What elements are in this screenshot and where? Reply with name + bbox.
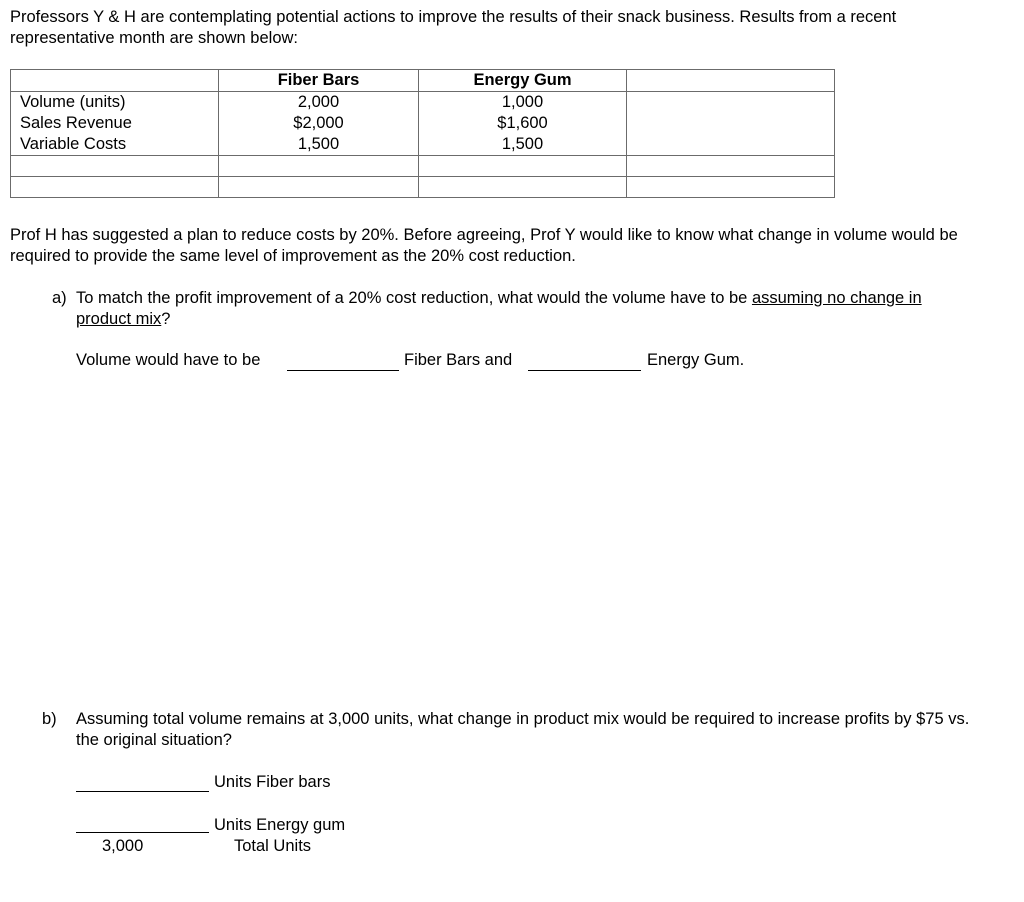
plan-paragraph: Prof H has suggested a plan to reduce costs by 20%. Before agreeing, Prof Y would like to know what change in volume would be required to provide the same level of improvement as the 20% cost reduction. bbox=[10, 226, 958, 265]
answer-a-prefix: Volume would have to be bbox=[76, 351, 261, 369]
table-row bbox=[11, 92, 835, 114]
fiber-variable-costs: 1,500 bbox=[219, 134, 419, 156]
blank-cell bbox=[11, 177, 219, 198]
results-table bbox=[10, 69, 835, 198]
table-row bbox=[11, 113, 835, 134]
fiber-bars-answer-blank[interactable] bbox=[287, 370, 399, 371]
blank-cell bbox=[219, 156, 419, 177]
fiber-revenue: $2,000 bbox=[219, 113, 419, 134]
extra-cell bbox=[627, 134, 835, 156]
blank-cell bbox=[627, 156, 835, 177]
total-units-label: Total Units bbox=[234, 837, 312, 855]
question-a-text bbox=[76, 288, 976, 330]
units-fiber-bars-label: Units Fiber bars bbox=[214, 773, 331, 791]
header-cell-extra bbox=[627, 70, 835, 92]
header-energy-gum: Energy Gum bbox=[419, 70, 627, 92]
units-energy-gum-blank[interactable] bbox=[76, 832, 209, 833]
fiber-volume: 2,000 bbox=[219, 92, 419, 114]
row-label: Variable Costs bbox=[11, 134, 219, 156]
extra-cell bbox=[627, 92, 835, 114]
units-energy-gum-label: Units Energy gum bbox=[214, 816, 346, 834]
row-label: Sales Revenue bbox=[11, 113, 219, 134]
units-fiber-bars-blank[interactable] bbox=[76, 791, 209, 792]
table-blank-row bbox=[11, 156, 835, 177]
question-a-label: a) bbox=[52, 289, 67, 307]
blank-cell bbox=[419, 177, 627, 198]
blank-cell bbox=[627, 177, 835, 198]
table-header-row bbox=[11, 70, 835, 92]
header-fiber-bars: Fiber Bars bbox=[219, 70, 419, 92]
blank-cell bbox=[219, 177, 419, 198]
total-units-value: 3,000 bbox=[102, 837, 144, 855]
extra-cell bbox=[627, 113, 835, 134]
answer-a-gum-text: Energy Gum. bbox=[647, 351, 745, 369]
intro-paragraph: Professors Y & H are contemplating potential actions to improve the results of their snack business. Results from a recent representative month are shown below: bbox=[10, 8, 897, 47]
header-cell-blank bbox=[11, 70, 219, 92]
table-blank-row bbox=[11, 177, 835, 198]
energy-gum-answer-blank[interactable] bbox=[528, 370, 641, 371]
blank-cell bbox=[11, 156, 219, 177]
question-a-underlined: assuming no change in product mix bbox=[76, 289, 922, 328]
blank-cell bbox=[419, 156, 627, 177]
question-b-text: Assuming total volume remains at 3,000 units, what change in product mix would be required to increase profits by $75 vs. the original situation? bbox=[76, 710, 970, 749]
row-label: Volume (units) bbox=[11, 92, 219, 114]
question-a-body: To match the profit improvement of a 20% cost reduction, what would the volume have to be bbox=[76, 289, 752, 307]
gum-variable-costs: 1,500 bbox=[419, 134, 627, 156]
gum-volume: 1,000 bbox=[419, 92, 627, 114]
question-a-end: ? bbox=[161, 310, 171, 328]
table-row bbox=[11, 134, 835, 156]
gum-revenue: $1,600 bbox=[419, 113, 627, 134]
question-b-label: b) bbox=[42, 710, 57, 728]
answer-a-fiber-text: Fiber Bars and bbox=[404, 351, 513, 369]
